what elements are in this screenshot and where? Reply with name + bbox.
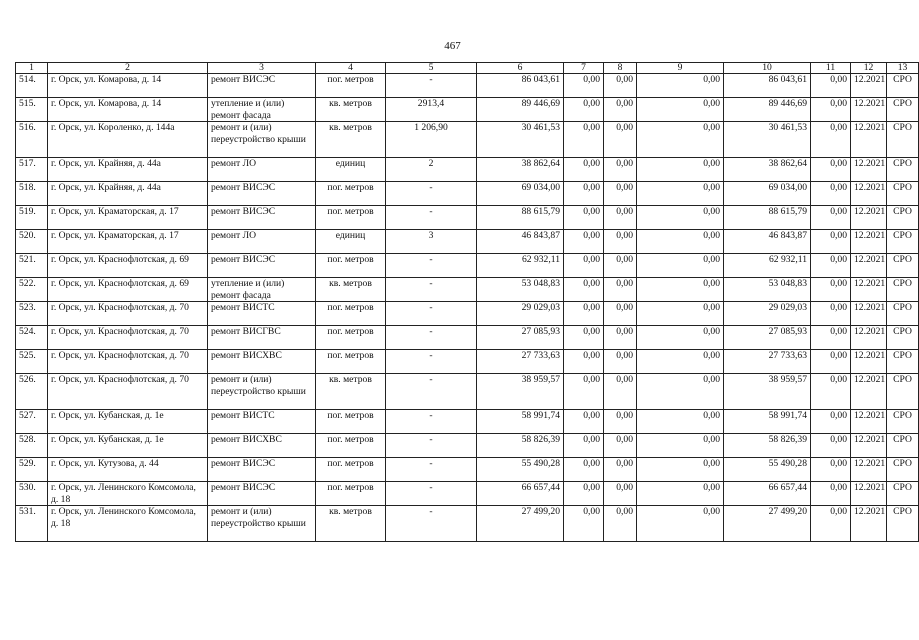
row-number: 529. bbox=[16, 458, 48, 482]
cost-col7-cell: 0,00 bbox=[564, 254, 604, 278]
row-number: 526. bbox=[16, 374, 48, 410]
cost-col7-cell: 0,00 bbox=[564, 506, 604, 542]
address-cell: г. Орск, ул. Кутузова, д. 44 bbox=[48, 458, 208, 482]
cost-col7-cell: 0,00 bbox=[564, 374, 604, 410]
quantity-cell: 2913,4 bbox=[386, 98, 477, 122]
total-cost-cell: 86 043,61 bbox=[477, 74, 564, 98]
quantity-cell: - bbox=[386, 206, 477, 230]
cost-col10-cell: 55 490,28 bbox=[724, 458, 811, 482]
cost-col7-cell: 0,00 bbox=[564, 458, 604, 482]
cost-col7-cell: 0,00 bbox=[564, 482, 604, 506]
address-cell: г. Орск, ул. Крайняя, д. 44а bbox=[48, 182, 208, 206]
unit-cell: пог. метров bbox=[316, 350, 386, 374]
address-cell: г. Орск, ул. Комарова, д. 14 bbox=[48, 98, 208, 122]
unit-cell: пог. метров bbox=[316, 458, 386, 482]
total-cost-cell: 62 932,11 bbox=[477, 254, 564, 278]
method-cell: СРО bbox=[887, 254, 919, 278]
unit-cell: пог. метров bbox=[316, 302, 386, 326]
cost-col7-cell: 0,00 bbox=[564, 278, 604, 302]
column-header: 5 bbox=[386, 63, 477, 74]
cost-col8-cell: 0,00 bbox=[604, 182, 637, 206]
total-cost-cell: 58 826,39 bbox=[477, 434, 564, 458]
quantity-cell: 2 bbox=[386, 158, 477, 182]
quantity-cell: - bbox=[386, 482, 477, 506]
cost-col7-cell: 0,00 bbox=[564, 302, 604, 326]
work-type-cell: ремонт ВИСЭС bbox=[208, 74, 316, 98]
cost-col9-cell: 0,00 bbox=[637, 326, 724, 350]
cost-col10-cell: 30 461,53 bbox=[724, 122, 811, 158]
cost-col11-cell: 0,00 bbox=[811, 122, 851, 158]
row-number: 524. bbox=[16, 326, 48, 350]
method-cell: СРО bbox=[887, 482, 919, 506]
completion-date-cell: 12.2021 bbox=[851, 374, 887, 410]
cost-col9-cell: 0,00 bbox=[637, 98, 724, 122]
cost-col10-cell: 53 048,83 bbox=[724, 278, 811, 302]
address-cell: г. Орск, ул. Краматорская, д. 17 bbox=[48, 230, 208, 254]
total-cost-cell: 88 615,79 bbox=[477, 206, 564, 230]
row-number: 515. bbox=[16, 98, 48, 122]
cost-col9-cell: 0,00 bbox=[637, 278, 724, 302]
cost-col11-cell: 0,00 bbox=[811, 206, 851, 230]
column-header: 12 bbox=[851, 63, 887, 74]
address-cell: г. Орск, ул. Крайняя, д. 44а bbox=[48, 158, 208, 182]
cost-col8-cell: 0,00 bbox=[604, 434, 637, 458]
work-type-cell: ремонт ВИСТС bbox=[208, 302, 316, 326]
cost-col10-cell: 58 826,39 bbox=[724, 434, 811, 458]
address-cell: г. Орск, ул. Краснофлотская, д. 70 bbox=[48, 326, 208, 350]
method-cell: СРО bbox=[887, 434, 919, 458]
cost-col8-cell: 0,00 bbox=[604, 302, 637, 326]
unit-cell: кв. метров bbox=[316, 98, 386, 122]
row-number: 518. bbox=[16, 182, 48, 206]
method-cell: СРО bbox=[887, 350, 919, 374]
cost-col7-cell: 0,00 bbox=[564, 158, 604, 182]
cost-col9-cell: 0,00 bbox=[637, 374, 724, 410]
table-row bbox=[16, 254, 919, 278]
total-cost-cell: 27 733,63 bbox=[477, 350, 564, 374]
method-cell: СРО bbox=[887, 122, 919, 158]
cost-col11-cell: 0,00 bbox=[811, 326, 851, 350]
work-type-cell: ремонт ВИСХВС bbox=[208, 350, 316, 374]
completion-date-cell: 12.2021 bbox=[851, 278, 887, 302]
row-number: 517. bbox=[16, 158, 48, 182]
column-header: 6 bbox=[477, 63, 564, 74]
cost-col9-cell: 0,00 bbox=[637, 350, 724, 374]
completion-date-cell: 12.2021 bbox=[851, 98, 887, 122]
unit-cell: кв. метров bbox=[316, 506, 386, 542]
table-row bbox=[16, 158, 919, 182]
address-cell: г. Орск, ул. Краснофлотская, д. 69 bbox=[48, 254, 208, 278]
cost-col9-cell: 0,00 bbox=[637, 458, 724, 482]
cost-col8-cell: 0,00 bbox=[604, 158, 637, 182]
address-cell: г. Орск, ул. Краматорская, д. 17 bbox=[48, 206, 208, 230]
quantity-cell: - bbox=[386, 410, 477, 434]
cost-col10-cell: 89 446,69 bbox=[724, 98, 811, 122]
cost-col8-cell: 0,00 bbox=[604, 98, 637, 122]
completion-date-cell: 12.2021 bbox=[851, 158, 887, 182]
cost-col10-cell: 38 959,57 bbox=[724, 374, 811, 410]
method-cell: СРО bbox=[887, 458, 919, 482]
total-cost-cell: 27 499,20 bbox=[477, 506, 564, 542]
cost-col10-cell: 38 862,64 bbox=[724, 158, 811, 182]
table-row bbox=[16, 374, 919, 410]
total-cost-cell: 55 490,28 bbox=[477, 458, 564, 482]
cost-col11-cell: 0,00 bbox=[811, 410, 851, 434]
cost-col8-cell: 0,00 bbox=[604, 278, 637, 302]
address-cell: г. Орск, ул. Кубанская, д. 1е bbox=[48, 410, 208, 434]
cost-col9-cell: 0,00 bbox=[637, 302, 724, 326]
cost-col9-cell: 0,00 bbox=[637, 158, 724, 182]
work-type-cell: ремонт ВИСЭС bbox=[208, 254, 316, 278]
cost-col7-cell: 0,00 bbox=[564, 182, 604, 206]
completion-date-cell: 12.2021 bbox=[851, 350, 887, 374]
table-row bbox=[16, 482, 919, 506]
work-type-cell: ремонт и (или) переустройство крыши bbox=[208, 374, 316, 410]
total-cost-cell: 29 029,03 bbox=[477, 302, 564, 326]
method-cell: СРО bbox=[887, 182, 919, 206]
row-number: 519. bbox=[16, 206, 48, 230]
cost-col9-cell: 0,00 bbox=[637, 482, 724, 506]
table-body bbox=[16, 74, 919, 542]
cost-col7-cell: 0,00 bbox=[564, 410, 604, 434]
table-row bbox=[16, 434, 919, 458]
unit-cell: кв. метров bbox=[316, 278, 386, 302]
address-cell: г. Орск, ул. Краснофлотская, д. 70 bbox=[48, 302, 208, 326]
method-cell: СРО bbox=[887, 74, 919, 98]
completion-date-cell: 12.2021 bbox=[851, 182, 887, 206]
work-type-cell: утепление и (или) ремонт фасада bbox=[208, 98, 316, 122]
unit-cell: единиц bbox=[316, 158, 386, 182]
quantity-cell: - bbox=[386, 182, 477, 206]
address-cell: г. Орск, ул. Краснофлотская, д. 70 bbox=[48, 350, 208, 374]
total-cost-cell: 53 048,83 bbox=[477, 278, 564, 302]
address-cell: г. Орск, ул. Краснофлотская, д. 70 bbox=[48, 374, 208, 410]
quantity-cell: - bbox=[386, 434, 477, 458]
completion-date-cell: 12.2021 bbox=[851, 506, 887, 542]
unit-cell: кв. метров bbox=[316, 122, 386, 158]
table-row bbox=[16, 302, 919, 326]
column-header: 11 bbox=[811, 63, 851, 74]
column-header: 8 bbox=[604, 63, 637, 74]
cost-col10-cell: 88 615,79 bbox=[724, 206, 811, 230]
cost-col7-cell: 0,00 bbox=[564, 326, 604, 350]
cost-col9-cell: 0,00 bbox=[637, 206, 724, 230]
completion-date-cell: 12.2021 bbox=[851, 434, 887, 458]
table-row bbox=[16, 74, 919, 98]
quantity-cell: - bbox=[386, 302, 477, 326]
cost-col8-cell: 0,00 bbox=[604, 230, 637, 254]
column-header: 9 bbox=[637, 63, 724, 74]
completion-date-cell: 12.2021 bbox=[851, 254, 887, 278]
method-cell: СРО bbox=[887, 506, 919, 542]
cost-col11-cell: 0,00 bbox=[811, 302, 851, 326]
total-cost-cell: 69 034,00 bbox=[477, 182, 564, 206]
table-row bbox=[16, 278, 919, 302]
column-header: 4 bbox=[316, 63, 386, 74]
page-number: 467 bbox=[444, 40, 461, 52]
completion-date-cell: 12.2021 bbox=[851, 458, 887, 482]
cost-col11-cell: 0,00 bbox=[811, 374, 851, 410]
column-header: 10 bbox=[724, 63, 811, 74]
unit-cell: пог. метров bbox=[316, 434, 386, 458]
cost-col11-cell: 0,00 bbox=[811, 434, 851, 458]
cost-col8-cell: 0,00 bbox=[604, 350, 637, 374]
total-cost-cell: 38 959,57 bbox=[477, 374, 564, 410]
row-number: 523. bbox=[16, 302, 48, 326]
column-header: 7 bbox=[564, 63, 604, 74]
cost-col7-cell: 0,00 bbox=[564, 206, 604, 230]
cost-col11-cell: 0,00 bbox=[811, 98, 851, 122]
unit-cell: кв. метров bbox=[316, 374, 386, 410]
row-number: 516. bbox=[16, 122, 48, 158]
table-row bbox=[16, 230, 919, 254]
column-header: 3 bbox=[208, 63, 316, 74]
column-header: 2 bbox=[48, 63, 208, 74]
work-type-cell: ремонт ЛО bbox=[208, 230, 316, 254]
cost-col10-cell: 27 499,20 bbox=[724, 506, 811, 542]
row-number: 527. bbox=[16, 410, 48, 434]
total-cost-cell: 66 657,44 bbox=[477, 482, 564, 506]
unit-cell: пог. метров bbox=[316, 182, 386, 206]
row-number: 531. bbox=[16, 506, 48, 542]
total-cost-cell: 46 843,87 bbox=[477, 230, 564, 254]
completion-date-cell: 12.2021 bbox=[851, 206, 887, 230]
row-number: 528. bbox=[16, 434, 48, 458]
unit-cell: пог. метров bbox=[316, 410, 386, 434]
cost-col9-cell: 0,00 bbox=[637, 506, 724, 542]
cost-col11-cell: 0,00 bbox=[811, 278, 851, 302]
table-row bbox=[16, 182, 919, 206]
row-number: 530. bbox=[16, 482, 48, 506]
cost-col8-cell: 0,00 bbox=[604, 122, 637, 158]
completion-date-cell: 12.2021 bbox=[851, 230, 887, 254]
quantity-cell: - bbox=[386, 254, 477, 278]
cost-col7-cell: 0,00 bbox=[564, 230, 604, 254]
cost-col10-cell: 69 034,00 bbox=[724, 182, 811, 206]
address-cell: г. Орск, ул. Короленко, д. 144а bbox=[48, 122, 208, 158]
total-cost-cell: 58 991,74 bbox=[477, 410, 564, 434]
work-type-cell: ремонт и (или) переустройство крыши bbox=[208, 506, 316, 542]
cost-col10-cell: 86 043,61 bbox=[724, 74, 811, 98]
cost-col8-cell: 0,00 bbox=[604, 374, 637, 410]
table-row bbox=[16, 122, 919, 158]
work-type-cell: ремонт ВИСЭС bbox=[208, 206, 316, 230]
address-cell: г. Орск, ул. Комарова, д. 14 bbox=[48, 74, 208, 98]
quantity-cell: - bbox=[386, 374, 477, 410]
cost-col7-cell: 0,00 bbox=[564, 350, 604, 374]
work-type-cell: ремонт и (или) переустройство крыши bbox=[208, 122, 316, 158]
total-cost-cell: 89 446,69 bbox=[477, 98, 564, 122]
cost-col11-cell: 0,00 bbox=[811, 350, 851, 374]
cost-col9-cell: 0,00 bbox=[637, 434, 724, 458]
cost-col7-cell: 0,00 bbox=[564, 434, 604, 458]
quantity-cell: - bbox=[386, 350, 477, 374]
unit-cell: пог. метров bbox=[316, 74, 386, 98]
work-type-cell: ремонт ВИСГВС bbox=[208, 326, 316, 350]
row-number: 521. bbox=[16, 254, 48, 278]
completion-date-cell: 12.2021 bbox=[851, 122, 887, 158]
cost-col8-cell: 0,00 bbox=[604, 506, 637, 542]
quantity-cell: 1 206,90 bbox=[386, 122, 477, 158]
cost-col8-cell: 0,00 bbox=[604, 206, 637, 230]
column-header: 13 bbox=[887, 63, 919, 74]
cost-col7-cell: 0,00 bbox=[564, 74, 604, 98]
table-row bbox=[16, 506, 919, 542]
completion-date-cell: 12.2021 bbox=[851, 74, 887, 98]
column-number-header-row bbox=[16, 63, 919, 74]
table-row bbox=[16, 206, 919, 230]
unit-cell: пог. метров bbox=[316, 482, 386, 506]
unit-cell: пог. метров bbox=[316, 254, 386, 278]
unit-cell: пог. метров bbox=[316, 206, 386, 230]
method-cell: СРО bbox=[887, 158, 919, 182]
cost-col11-cell: 0,00 bbox=[811, 182, 851, 206]
work-type-cell: ремонт ВИСЭС bbox=[208, 458, 316, 482]
row-number: 522. bbox=[16, 278, 48, 302]
method-cell: СРО bbox=[887, 230, 919, 254]
cost-col9-cell: 0,00 bbox=[637, 410, 724, 434]
work-type-cell: ремонт ВИСХВС bbox=[208, 434, 316, 458]
cost-col9-cell: 0,00 bbox=[637, 122, 724, 158]
cost-col11-cell: 0,00 bbox=[811, 506, 851, 542]
work-type-cell: ремонт ВИСТС bbox=[208, 410, 316, 434]
quantity-cell: - bbox=[386, 506, 477, 542]
unit-cell: единиц bbox=[316, 230, 386, 254]
cost-col11-cell: 0,00 bbox=[811, 458, 851, 482]
total-cost-cell: 38 862,64 bbox=[477, 158, 564, 182]
repair-schedule-table bbox=[15, 62, 919, 542]
quantity-cell: - bbox=[386, 74, 477, 98]
cost-col11-cell: 0,00 bbox=[811, 230, 851, 254]
table-row bbox=[16, 326, 919, 350]
cost-col8-cell: 0,00 bbox=[604, 458, 637, 482]
cost-col9-cell: 0,00 bbox=[637, 74, 724, 98]
work-type-cell: утепление и (или) ремонт фасада bbox=[208, 278, 316, 302]
work-type-cell: ремонт ВИСЭС bbox=[208, 482, 316, 506]
cost-col7-cell: 0,00 bbox=[564, 122, 604, 158]
cost-col8-cell: 0,00 bbox=[604, 482, 637, 506]
method-cell: СРО bbox=[887, 206, 919, 230]
cost-col8-cell: 0,00 bbox=[604, 410, 637, 434]
cost-col11-cell: 0,00 bbox=[811, 254, 851, 278]
table-row bbox=[16, 98, 919, 122]
cost-col10-cell: 29 029,03 bbox=[724, 302, 811, 326]
cost-col11-cell: 0,00 bbox=[811, 482, 851, 506]
work-type-cell: ремонт ЛО bbox=[208, 158, 316, 182]
table-row bbox=[16, 458, 919, 482]
cost-col8-cell: 0,00 bbox=[604, 254, 637, 278]
total-cost-cell: 27 085,93 bbox=[477, 326, 564, 350]
cost-col11-cell: 0,00 bbox=[811, 74, 851, 98]
quantity-cell: - bbox=[386, 326, 477, 350]
address-cell: г. Орск, ул. Краснофлотская, д. 69 bbox=[48, 278, 208, 302]
completion-date-cell: 12.2021 bbox=[851, 326, 887, 350]
address-cell: г. Орск, ул. Кубанская, д. 1е bbox=[48, 434, 208, 458]
table-row bbox=[16, 350, 919, 374]
method-cell: СРО bbox=[887, 278, 919, 302]
cost-col10-cell: 27 733,63 bbox=[724, 350, 811, 374]
work-type-cell: ремонт ВИСЭС bbox=[208, 182, 316, 206]
cost-col10-cell: 66 657,44 bbox=[724, 482, 811, 506]
method-cell: СРО bbox=[887, 98, 919, 122]
row-number: 520. bbox=[16, 230, 48, 254]
cost-col9-cell: 0,00 bbox=[637, 230, 724, 254]
method-cell: СРО bbox=[887, 302, 919, 326]
method-cell: СРО bbox=[887, 410, 919, 434]
cost-col8-cell: 0,00 bbox=[604, 326, 637, 350]
method-cell: СРО bbox=[887, 326, 919, 350]
cost-col8-cell: 0,00 bbox=[604, 74, 637, 98]
quantity-cell: 3 bbox=[386, 230, 477, 254]
cost-col10-cell: 62 932,11 bbox=[724, 254, 811, 278]
completion-date-cell: 12.2021 bbox=[851, 482, 887, 506]
cost-col11-cell: 0,00 bbox=[811, 158, 851, 182]
address-cell: г. Орск, ул. Ленинского Комсомола, д. 18 bbox=[48, 506, 208, 542]
quantity-cell: - bbox=[386, 458, 477, 482]
address-cell: г. Орск, ул. Ленинского Комсомола, д. 18 bbox=[48, 482, 208, 506]
table-row bbox=[16, 410, 919, 434]
cost-col10-cell: 58 991,74 bbox=[724, 410, 811, 434]
unit-cell: пог. метров bbox=[316, 326, 386, 350]
method-cell: СРО bbox=[887, 374, 919, 410]
row-number: 525. bbox=[16, 350, 48, 374]
cost-col10-cell: 46 843,87 bbox=[724, 230, 811, 254]
row-number: 514. bbox=[16, 74, 48, 98]
cost-col9-cell: 0,00 bbox=[637, 182, 724, 206]
completion-date-cell: 12.2021 bbox=[851, 302, 887, 326]
column-header: 1 bbox=[16, 63, 48, 74]
completion-date-cell: 12.2021 bbox=[851, 410, 887, 434]
total-cost-cell: 30 461,53 bbox=[477, 122, 564, 158]
cost-col10-cell: 27 085,93 bbox=[724, 326, 811, 350]
cost-col7-cell: 0,00 bbox=[564, 98, 604, 122]
cost-col9-cell: 0,00 bbox=[637, 254, 724, 278]
quantity-cell: - bbox=[386, 278, 477, 302]
